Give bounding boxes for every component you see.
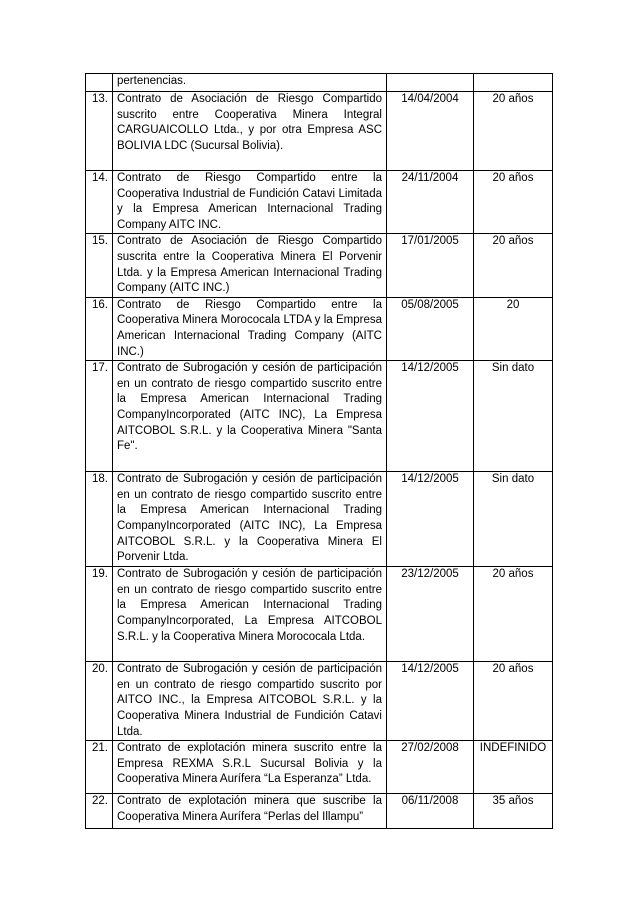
table-row (86, 361, 553, 472)
contract-date: 14/12/2005 (387, 361, 474, 472)
contract-date: 14/12/2005 (387, 662, 474, 741)
row-number: 21. (86, 741, 113, 794)
row-number: 19. (86, 567, 113, 662)
table-row (86, 234, 553, 297)
contract-description: Contrato de Asociación de Riesgo Compartido suscrita entre la Cooperativa Minera El Porvenir Ltda. y la Empresa American Internacional Trading Company (AITC INC.) (113, 234, 387, 297)
contract-date (387, 74, 474, 92)
contract-duration: 35 años (474, 794, 553, 829)
contract-duration: Sin dato (474, 361, 553, 472)
contract-description: Contrato de Riesgo Compartido entre la Cooperativa Minera Morococala LTDA y la Empresa American Internacional Trading Company (AITC INC.) (113, 297, 387, 360)
contract-description: Contrato de Subrogación y cesión de participación en un contrato de riesgo compartido suscrito entre la Empresa American Internacional Trading CompanyIncorporated (AITC INC), La Empresa AITCOBOL S.R.L. y la Cooperativa Minera El Porvenir Ltda. (113, 472, 387, 567)
contract-duration: 20 años (474, 234, 553, 297)
row-number (86, 74, 113, 92)
contract-date: 14/04/2004 (387, 92, 474, 171)
contract-description: Contrato de explotación minera suscrito entre la Empresa REXMA S.R.L Sucursal Bolivia y la Cooperativa Minera Aurífera “La Esperanza” Ltda. (113, 741, 387, 794)
contract-description: Contrato de Subrogación y cesión de participación en un contrato de riesgo compartido suscrito entre la Empresa American Internacional Trading CompanyIncorporated, La Empresa AITCOBOL S.R.L. y la Cooperativa Minera Morococala Ltda. (113, 567, 387, 662)
contract-description: Contrato de Asociación de Riesgo Compartido suscrito entre Cooperativa Minera Integral CARGUAICOLLO Ltda., y por otra Empresa ASC BOLIVIA LDC (Sucursal Bolivia). (113, 92, 387, 171)
table-row (86, 171, 553, 234)
contract-duration: 20 años (474, 92, 553, 171)
table-row (86, 662, 553, 741)
contract-duration: 20 (474, 297, 553, 360)
contract-date: 17/01/2005 (387, 234, 474, 297)
contracts-table (85, 73, 553, 829)
row-number: 16. (86, 297, 113, 360)
contract-duration: 20 años (474, 171, 553, 234)
contracts-table-body (86, 74, 553, 829)
table-row (86, 297, 553, 360)
contract-duration (474, 74, 553, 92)
contract-description: Contrato de Subrogación y cesión de participación en un contrato de riesgo compartido suscrito por AITCO INC., la Empresa AITCOBOL S.R.L. y la Cooperativa Minera Industrial de Fundición Catavi Ltda. (113, 662, 387, 741)
row-number: 18. (86, 472, 113, 567)
table-row (86, 741, 553, 794)
contract-duration: 20 años (474, 662, 553, 741)
contract-date: 05/08/2005 (387, 297, 474, 360)
contract-description: Contrato de Riesgo Compartido entre la Cooperativa Industrial de Fundición Catavi Limitada y la Empresa American Internacional Trading Company AITC INC. (113, 171, 387, 234)
row-number: 20. (86, 662, 113, 741)
contract-date: 23/12/2005 (387, 567, 474, 662)
row-number: 22. (86, 794, 113, 829)
row-number: 14. (86, 171, 113, 234)
contract-date: 27/02/2008 (387, 741, 474, 794)
row-number: 13. (86, 92, 113, 171)
table-row (86, 92, 553, 171)
table-row (86, 794, 553, 829)
table-row (86, 567, 553, 662)
row-number: 15. (86, 234, 113, 297)
table-row (86, 74, 553, 92)
contract-duration: 20 años (474, 567, 553, 662)
contract-duration: Sin dato (474, 472, 553, 567)
contract-date: 06/11/2008 (387, 794, 474, 829)
contract-date: 14/12/2005 (387, 472, 474, 567)
table-row (86, 472, 553, 567)
contract-date: 24/11/2004 (387, 171, 474, 234)
row-number: 17. (86, 361, 113, 472)
contract-duration: INDEFINIDO (474, 741, 553, 794)
contract-description: pertenencias. (113, 74, 387, 92)
contract-description: Contrato de explotación minera que suscribe la Cooperativa Minera Aurífera “Perlas del Illampu” (113, 794, 387, 829)
contract-description: Contrato de Subrogación y cesión de participación en un contrato de riesgo compartido suscrito entre la Empresa American Internacional Trading CompanyIncorporated (AITC INC), La Empresa AITCOBOL S.R.L. y la Cooperativa Minera "Santa Fe". (113, 361, 387, 472)
